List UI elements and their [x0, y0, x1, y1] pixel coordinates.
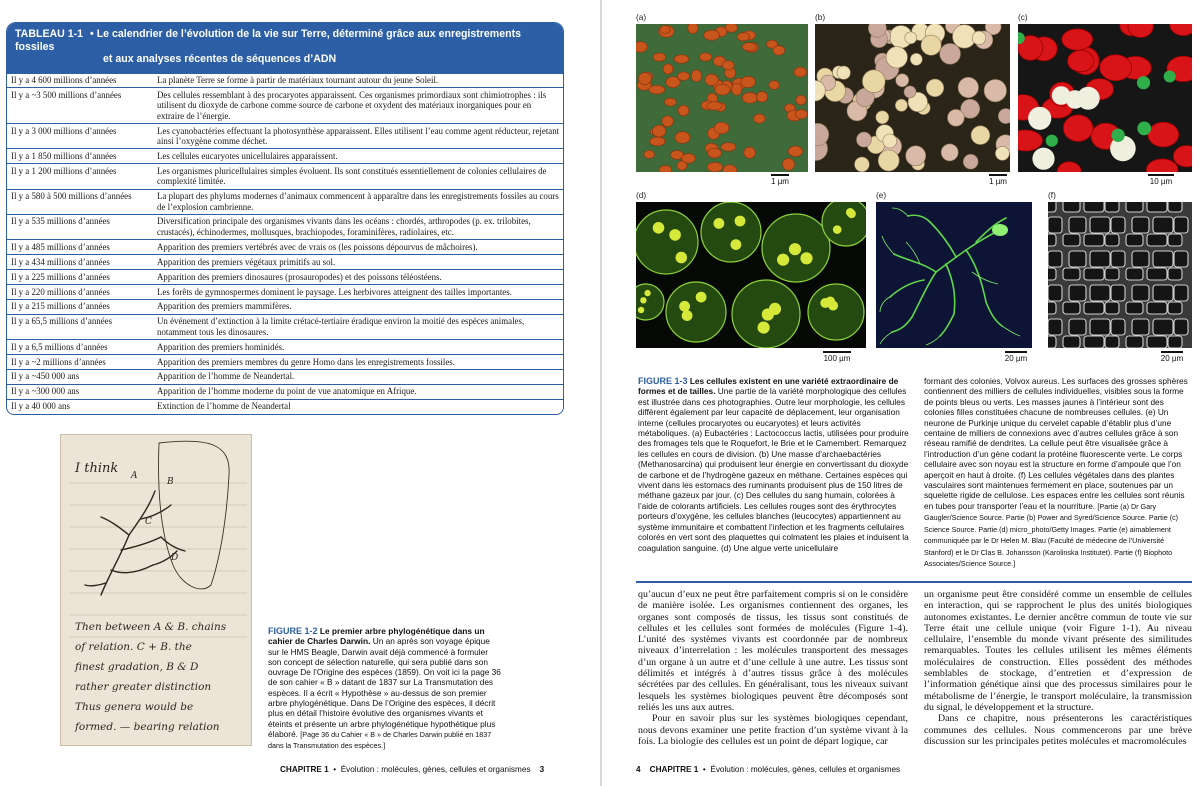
table-cell-event: Apparition de l’homme moderne du point de vue anatomique en Afrique.: [153, 384, 563, 399]
table-cell-time: Il y a ~450 000 ans: [7, 369, 153, 384]
figure-1-2-credit: [Page 36 du Cahier « B » de Charles Darwin publié en 1837 dans la Transmutation des espèces.]: [268, 729, 492, 751]
manuscript-line: I think: [75, 461, 119, 476]
left-folio-chapter: CHAPITRE 1: [280, 765, 329, 774]
body-col2-p1: un organisme peut être considéré comme un ensemble de cellules en interaction, qui se rapprochent le plus des unités biologiques autonomes existantes. Le dernier ancêtre commun de toute vie sur Terre était une cellule unique (voir Figure 1-1). Au niveau cellulaire, l’ensemble du monde vivant présente des similitudes remarquables. Toutes les cellules utilisent les mêmes éléments moléculaires de construction. Elles possèdent des méthodes semblables de stockage, d’entretien et d’expression de l’information génétique ainsi que des processus similaires pour le métabolisme de l’énergie, le transport moléculaire, la transmission du signal, le développement et la structure.: [924, 589, 1192, 713]
table-cell-event: Apparition des premiers végétaux primitifs au sol.: [153, 255, 563, 270]
scale-e-label: 20 µm: [1004, 354, 1028, 363]
figure-1-3-text-col2: formant des colonies, Volvox aureus. Les surfaces des grosses sphères contiennent des milliers de cellules individuelles, visibles sous la forme de points bleus ou verts. Les masses jaunes à l’intérieur sont des colonies filles constituées chacune de nombreuses cellules. (e) Un neurone de Purkinje unique du cervelet capable d’établir plus d’une centaine de milliers de connexions avec d’autres cellules grâce à son réseau ramifié de dendrites. La cellule peut être visualisée grâce à l’introduction d’un gène codant la protéine fluorescente verte. Le corps cellulaire avec son noyau est la structure en forme d’ampoule que l’on aperçoit en haut à droite. (f) Les cellules végétales dans des plantes vasculaires sont maintenues fermement en place, soutenues par un squelette rigide de cellulose. Les espaces entre les cellules sont réunis en tubes pour transporter l’eau et la nourriture.: [924, 376, 1188, 511]
figure-1-3-caption-col2: [924, 376, 1192, 569]
manuscript-line: Thus genera would be: [75, 701, 194, 713]
figure-1-3-title: Les cellules existent en une variété extraordinaire de formes et de tailles.: [638, 376, 899, 397]
left-page: [0, 0, 600, 786]
table-cell-time: Il y a 1 200 millions d’années: [7, 164, 153, 189]
table-cell-time: Il y a 220 millions d’années: [7, 285, 153, 300]
table-cell-time: Il y a ~300 000 ans: [7, 384, 153, 399]
table-cell-time: Il y a ~2 millions d’années: [7, 355, 153, 370]
photo-c-blood-cells: [1018, 24, 1192, 172]
photo-d-volvox: [636, 202, 866, 348]
right-folio-chapter: CHAPITRE 1: [649, 765, 699, 774]
table-cell-time: Il y a 3 000 millions d’années: [7, 124, 153, 149]
manuscript-line: B: [167, 477, 174, 487]
table-row: [7, 369, 563, 384]
table-cell-event: La planète Terre se forme à partir de matériaux tournant autour du jeune Soleil.: [153, 73, 563, 88]
table-row: [7, 214, 563, 239]
table-cell-event: Diversification principale des organismes vivants dans les océans : chordés, arthropodes (p. ex. trilobites, crustacés), échinodermes, mollusques, brachiopodes, foraminifères, radiolaires, etc.: [153, 214, 563, 239]
body-col1-p1: qu’aucun d’eux ne peut être parfaitement compris si on le considère de manière isolée. Les organismes contiennent des organes, les organes sont composés de tissus, les tissus sont constitués de cellules et les cellules sont formées de molécules (Figure 1-4). L’unité des systèmes vivants est coordonnée par de nombreux niveaux d’interrelation : les molécules transportent des messages d’un organe à un autre et d’une cellule à une autre. Les tissus sont délimités et intégrés à d’autres tissus grâce à des molécules sécrétées par des cellules. En généralisant, tous les niveaux suivant lesquels les systèmes biologiques peuvent être décomposés sont reliés les uns aux autres.: [638, 589, 908, 713]
table-cell-time: Il y a 215 millions d’années: [7, 299, 153, 314]
table-cell-time: Il y a 434 millions d’années: [7, 255, 153, 270]
table-row: [7, 314, 563, 339]
table-row: [7, 124, 563, 149]
right-folio-page: 4: [636, 765, 641, 774]
manuscript-line: C: [145, 517, 152, 527]
figure-1-3-caption-col1: [638, 376, 910, 553]
manuscript-line: Then between A & B. chains: [75, 621, 227, 633]
photo-a-label: (a): [636, 12, 647, 22]
photo-e-label: (e): [876, 190, 887, 200]
figure-1-3-text-col1: Une partie de la variété morphologique des cellules est illustrée dans ces photographies. Outre leur morphologie, les cellules diffèrent également par leur capacité de déplacement, leur organisation interne (cellules procaryotes ou eucaryotes) et leurs activités métaboliques. (a) Eubactéries : Lactococcus lactis, utilisées pour produire des fromages tels que le Roquefort, le Brie et le Camembert. Remarquez les cellules en cours de division. (b) Une masse d’archaebactéries (Methanosarcina) qui produisent leur énergie en convertissant du dioxyde de carbone et de l’hydrogène gazeux en méthane. Certaines espèces qui vivent dans les estomacs des ruminants produisent plus de 150 litres de méthane gazeux par jour. (c) Des cellules du sang humain, colorées à l’aide de colorants artificiels. Les cellules rouges sont des érythrocytes porteurs d’oxygène, les cellules blanches (leucocytes) appartiennent au système immunitaire et combattent l’infection et les fragments cellulaires colorés en vert sont des plaquettes qui colmatent les plaies et induisent la coagulation sanguine. (d) Une algue verte unicellulaire: [638, 386, 909, 553]
table-cell-event: Des cellules ressemblant à des procaryotes apparaissent. Ces organismes primordiaux sont chimiotrophes : ils utilisent du dioxyde de carbone comme source de carbone et oxydent des matériaux inorganiques pour en extraire de l’énergie.: [153, 88, 563, 124]
manuscript-line: formed. — bearing relation: [75, 721, 220, 733]
manuscript-line: D: [171, 553, 179, 563]
figure-1-3-credit: [Partie (a) Dr Gary Gaugler/Science Source. Partie (b) Power and Syred/Science Source. Partie (c) Science Source. Partie (d) micro_photo/Getty Images. Partie (e) aimablement communiquée par le Dr Helen M. Blau (Faculté de médecine de l’Université Stanford) et le Dr Clas B. Johansson (Karolinska Institutet). Partie (f) Biophoto Associates/Science Source.]: [924, 501, 1179, 568]
table-cell-event: Un événement d’extinction à la limite crétacé-tertiaire éradique environ la moitié des espèces animales, notamment tous les dinosaures.: [153, 314, 563, 339]
table-cell-time: Il y a 1 850 millions d’années: [7, 149, 153, 164]
table-cell-time: Il y a ~3 500 millions d’années: [7, 88, 153, 124]
table-cell-event: Apparition des premiers vertébrés avec de vrais os (les poissons dépourvus de mâchoires).: [153, 240, 563, 255]
table-cell-event: Les forêts de gymnospermes dominent le paysage. Les herbivores atteignent des tailles importantes.: [153, 285, 563, 300]
photo-b-methanosarcina: [815, 24, 1010, 172]
table-row: [7, 299, 563, 314]
table-row: [7, 285, 563, 300]
page-gutter: [600, 0, 602, 786]
scale-f: [1158, 351, 1186, 363]
table-body: [7, 73, 563, 414]
scale-a-label: 1 µm: [771, 177, 789, 186]
table-cell-time: Il y a 485 millions d’années: [7, 240, 153, 255]
scale-b: [986, 174, 1010, 186]
manuscript-line: of relation. C + B. the: [75, 641, 192, 653]
photo-d-label: (d): [636, 190, 647, 200]
photo-a-lactococcus: [636, 24, 808, 172]
right-page-folio: [636, 765, 900, 774]
table-tag: TABLEAU 1-1: [15, 28, 84, 40]
table-row: [7, 270, 563, 285]
left-folio-title: Évolution : molécules, gènes, cellules et organismes: [340, 765, 531, 774]
darwin-notebook-image: [60, 434, 252, 746]
table-row: [7, 340, 563, 355]
table-cell-time: Il y a 580 à 500 millions d’années: [7, 189, 153, 214]
scale-e: [1002, 351, 1030, 363]
photo-b-label: (b): [815, 12, 826, 22]
scale-f-label: 20 µm: [1160, 354, 1184, 363]
body-col2-p2: Dans ce chapitre, nous présenterons les caractéristiques communes des cellules. Nous commencerons par une brève discussion sur les principales petites molécules et macromolécules: [924, 713, 1192, 747]
table-cell-event: Les cellules eucaryotes unicellulaires apparaissent.: [153, 149, 563, 164]
scale-c: [1146, 174, 1176, 186]
table-cell-time: Il y a 6,5 millions d’années: [7, 340, 153, 355]
caption-divider: [636, 581, 1192, 583]
table-cell-time: Il y a 535 millions d’années: [7, 214, 153, 239]
table-row: [7, 149, 563, 164]
table-cell-event: Apparition des premiers hominidés.: [153, 340, 563, 355]
scale-a: [768, 174, 792, 186]
figure-1-2-caption: [268, 626, 502, 752]
figure-1-2-label: FIGURE 1-2: [268, 626, 318, 636]
figure-1-3-label: FIGURE 1-3: [638, 376, 688, 386]
table-cell-event: Les cyanobactéries effectuant la photosynthèse apparaissent. Elles utilisent l’eau comme agent réducteur, rejetant ainsi l’oxygène comme déchet.: [153, 124, 563, 149]
manuscript-line: A: [131, 471, 138, 481]
table-cell-time: Il y a 4 600 millions d’années: [7, 73, 153, 88]
manuscript-lines: [61, 435, 252, 746]
table-row: [7, 164, 563, 189]
table-cell-event: Apparition des premiers mammifères.: [153, 299, 563, 314]
photo-e-purkinje-neuron: [876, 202, 1032, 348]
figure-1-2-text: Un an après son voyage épique sur le HMS Beagle, Darwin avait déjà commencé à formuler son concept de sélection naturelle, qui sera publié dans son ouvrage De l’Origine des espèces (1859). On voit ici la page 36 de son cahier « B » datant de 1837 sur La Transmutation des espèces. Il a écrit « Hypothèse » au-dessus de son premier arbre phylogénétique. Dans De l’Origine des espèces, il décrit plus en détail l’histoire évolutive des organismes vivants et éteints et présente un arbre phylogénétique hypothétique plus élaboré.: [268, 636, 501, 739]
manuscript-line: finest gradation, B & D: [75, 661, 199, 673]
table-row: [7, 355, 563, 370]
table-title-line1: Le calendrier de l’évolution de la vie sur Terre, déterminé grâce aux enregistrements fossiles: [15, 28, 522, 53]
table-row: [7, 240, 563, 255]
right-folio-title: Évolution : molécules, gènes, cellules et organismes: [710, 765, 901, 774]
manuscript-line: rather greater distinction: [75, 681, 212, 693]
table-row: [7, 73, 563, 88]
table-cell-event: Apparition de l’homme de Neandertal.: [153, 369, 563, 384]
table-row: [7, 255, 563, 270]
photo-c-label: (c): [1018, 12, 1028, 22]
table-cell-time: Il y a 225 millions d’années: [7, 270, 153, 285]
left-folio-sep: •: [333, 765, 337, 774]
evolution-table: [6, 22, 564, 415]
table-cell-event: La plupart des phylums modernes d’animaux commencent à apparaître dans les enregistrements fossiles au cours de l’explosion cambrienne.: [153, 189, 563, 214]
table-row: [7, 384, 563, 399]
table-title-line2: et aux analyses récentes de séquences d’ADN: [103, 53, 337, 65]
scale-b-label: 1 µm: [989, 177, 1007, 186]
scale-d-label: 100 µm: [823, 354, 851, 363]
right-folio-sep: •: [702, 765, 706, 774]
scale-d: [820, 351, 854, 363]
body-column-2: [924, 589, 1192, 747]
table-cell-time: Il y a 40 000 ans: [7, 399, 153, 413]
table-row: [7, 88, 563, 124]
scale-c-label: 10 µm: [1149, 177, 1173, 186]
body-col1-p2: Pour en savoir plus sur les systèmes biologiques cependant, nous devons examiner une petite fraction d’un système vivant à la fois. La biologie des cellules est un point de départ logique, car: [638, 713, 908, 747]
table-row: [7, 399, 563, 413]
photo-f-label: (f): [1048, 190, 1056, 200]
table-cell-event: Apparition des premiers dinosaures (prosauropodes) et des poissons téléostéens.: [153, 270, 563, 285]
table-cell-time: Il y a 65,5 millions d’années: [7, 314, 153, 339]
figure-1-2-title: Le premier arbre phylogénétique dans un cahier de Charles Darwin.: [268, 626, 485, 647]
body-column-1: [638, 589, 908, 747]
photo-f-plant-cells: [1048, 202, 1192, 348]
table-cell-event: Les organismes pluricellulaires simples évoluent. Ils sont constitués essentiellement de colonies cellulaires de complexité limitée.: [153, 164, 563, 189]
table-header: [7, 23, 563, 73]
left-page-folio: [280, 765, 544, 774]
table-cell-event: Extinction de l’homme de Neandertal: [153, 399, 563, 413]
table-bullet: •: [90, 28, 94, 40]
left-folio-page: 3: [539, 765, 545, 774]
table-cell-event: Apparition des premiers membres du genre Homo dans les enregistrements fossiles.: [153, 355, 563, 370]
table-row: [7, 189, 563, 214]
